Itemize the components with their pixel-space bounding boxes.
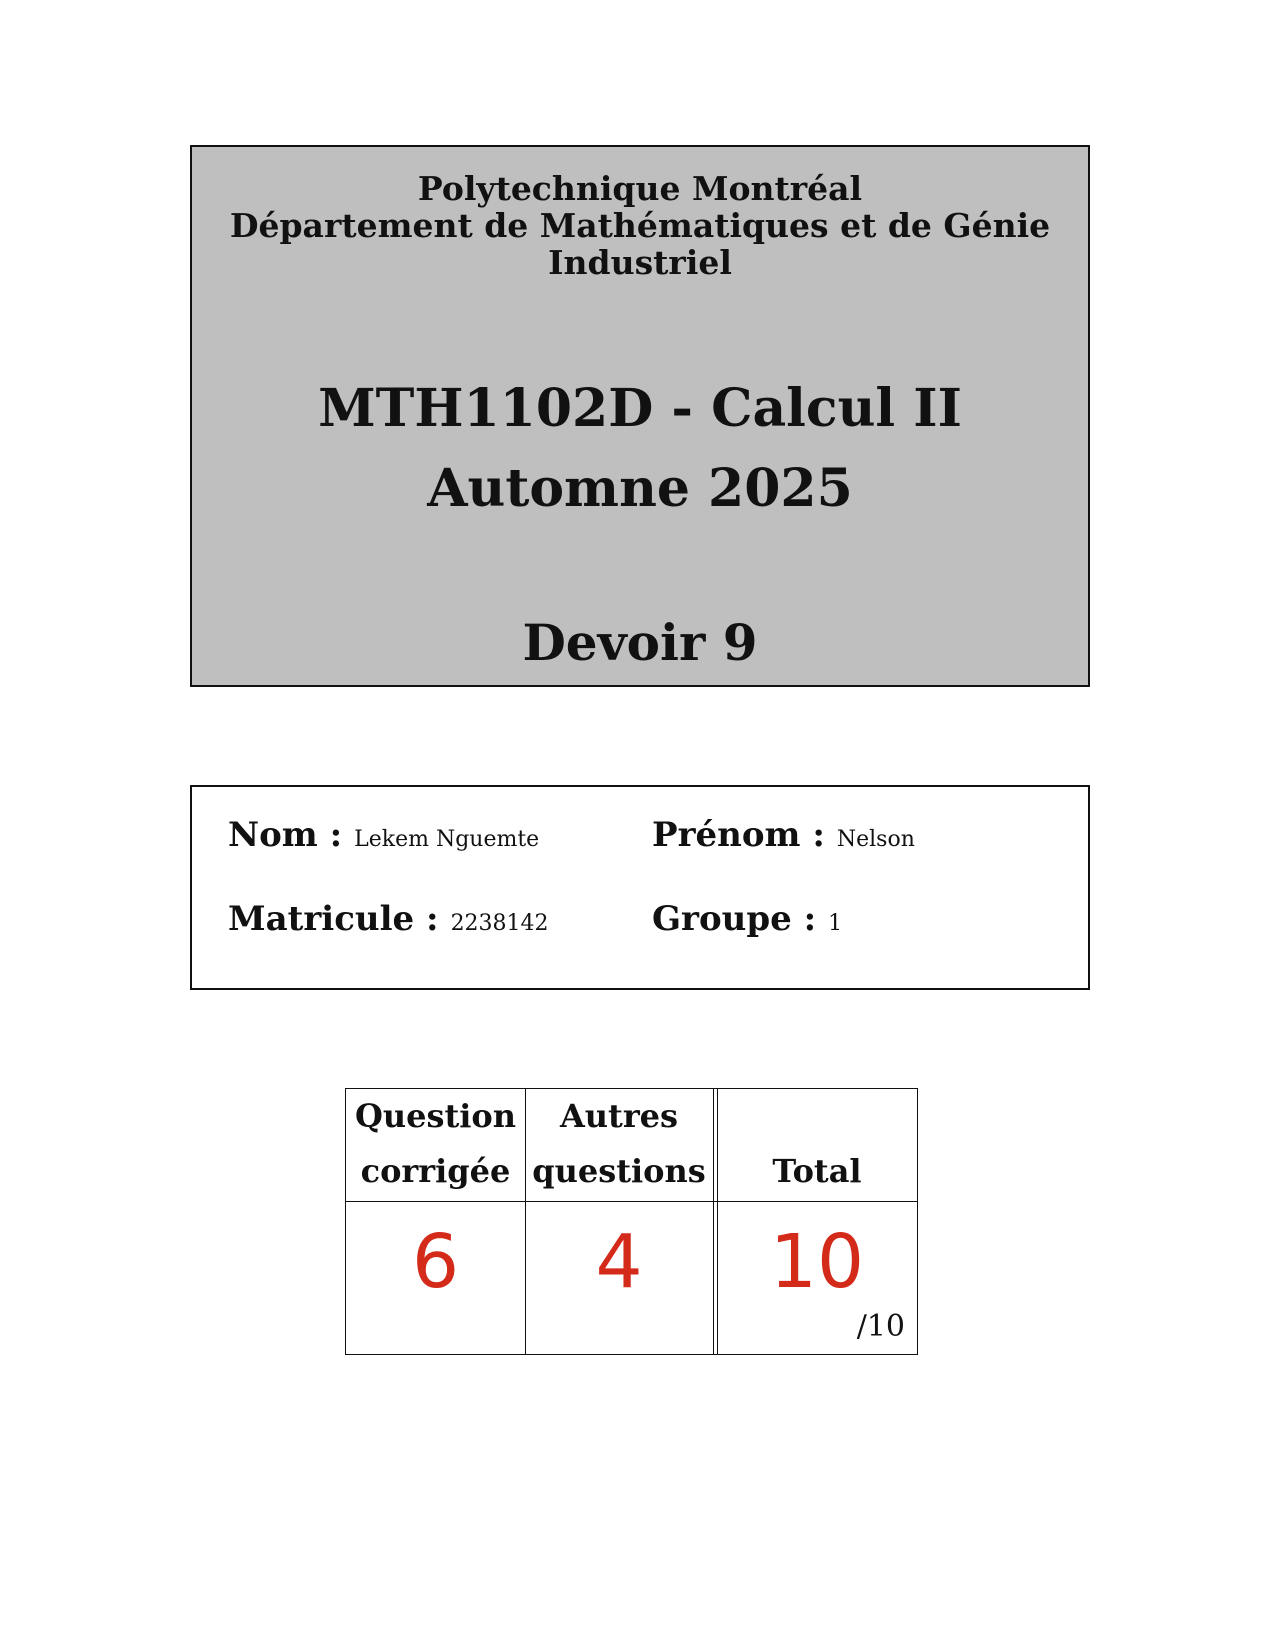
- department-name-line2: Industriel: [548, 243, 732, 282]
- header-total-label: Total: [772, 1152, 862, 1190]
- nom-field: [228, 815, 539, 855]
- header-total: [717, 1089, 917, 1201]
- course-title: MTH1102D - Calcul II: [318, 378, 962, 439]
- corrected-score: 6: [411, 1219, 460, 1305]
- groupe-label: Groupe :: [652, 899, 817, 939]
- header-corrected-line1: Question: [354, 1097, 517, 1135]
- nom-label: Nom :: [228, 815, 343, 855]
- header-corrected-line2: corrigée: [360, 1152, 511, 1190]
- others-score-cell: [525, 1201, 713, 1354]
- corrected-score-cell: [346, 1201, 525, 1354]
- header-corrected-question: [346, 1089, 525, 1201]
- total-max: /10: [856, 1309, 905, 1344]
- prenom-label: Prénom :: [652, 815, 825, 855]
- prenom-value: Nelson: [836, 827, 915, 852]
- others-score: 4: [595, 1219, 643, 1305]
- institution-name: Polytechnique Montréal: [417, 169, 863, 208]
- groupe-field: [652, 899, 842, 939]
- student-info-block: [190, 785, 1090, 990]
- groupe-value: 1: [828, 911, 843, 936]
- column-divider: [713, 1089, 714, 1354]
- semester: Automne 2025: [427, 458, 853, 519]
- nom-value: Lekem Nguemte: [354, 827, 540, 852]
- header-others-line1: Autres: [559, 1097, 679, 1135]
- institution-block: [192, 170, 1088, 281]
- total-score: 10: [769, 1219, 865, 1305]
- matricule-label: Matricule :: [228, 899, 439, 939]
- header-other-questions: [525, 1089, 713, 1201]
- prenom-field: [652, 815, 915, 855]
- department-name-line1: Département de Mathématiques et de Génie: [229, 206, 1051, 245]
- total-score-cell: [717, 1201, 917, 1354]
- grade-table: [345, 1088, 918, 1355]
- title-block: [190, 145, 1090, 687]
- matricule-value: 2238142: [450, 911, 549, 936]
- assignment-title: Devoir 9: [522, 613, 758, 672]
- header-others-line2: questions: [532, 1152, 706, 1190]
- matricule-field: [228, 899, 549, 939]
